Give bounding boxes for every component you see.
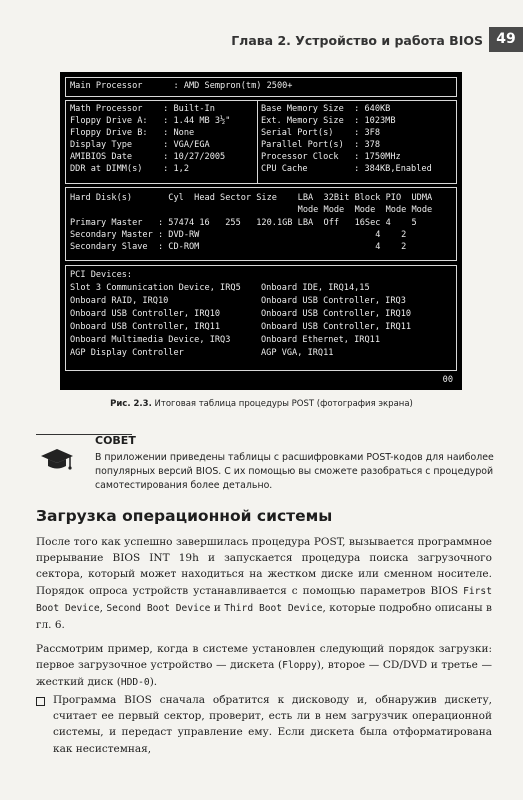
disk-header-1: Hard Disk(s) Cyl Head Sector Size LBA 32Bit Block PIO UDMA xyxy=(70,193,433,203)
caption-label: Рис. 2.3. xyxy=(110,399,152,409)
pci-left-1: Slot 3 Communication Device, IRQ5 xyxy=(70,283,241,293)
left-info-3: Floppy Drive B: : None xyxy=(70,128,195,138)
pci-left-6: AGP Display Controller xyxy=(70,348,184,358)
third-boot-device-code: Third Boot Device xyxy=(224,602,323,614)
paragraph-2 xyxy=(36,641,492,692)
pci-right-1: Onboard IDE, IRQ14,15 xyxy=(261,283,370,293)
paragraph-2-part-2: ), второе — CD/DVD и третье — жесткий диск ( xyxy=(36,659,492,689)
left-info-6: DDR at DIMM(s) : 1,2 xyxy=(70,164,189,174)
bullet-item-1: Программа BIOS сначала обратится к дисководу и, обнаружив дискету, считает ее первый сектор, проверит, есть ли в нем загрузчик операционной системы, и передаст управление ему. Если дискета была отформатирована как несистемная, xyxy=(53,694,492,755)
chapter-header: Глава 2. Устройство и работа BIOS xyxy=(231,33,483,48)
pci-left-4: Onboard USB Controller, IRQ11 xyxy=(70,322,221,332)
pci-title: PCI Devices: xyxy=(70,270,133,280)
figure-caption xyxy=(0,399,523,409)
post-code: 00 xyxy=(442,374,453,385)
pci-right-4: Onboard USB Controller, IRQ11 xyxy=(261,322,412,332)
second-boot-device-code: Second Boot Device xyxy=(106,602,211,614)
pci-left-5: Onboard Multimedia Device, IRQ3 xyxy=(70,335,231,345)
disk-row-secondary-master: Secondary Master : DVD-RW 4 2 xyxy=(70,230,407,240)
bullet-marker xyxy=(36,697,45,706)
left-info-1: Math Processor : Built-In xyxy=(70,104,215,114)
first-boot-device-code: First Boot Device xyxy=(36,585,492,614)
paragraph-1-part-1: После того как успешно завершилась процедура POST, вызывается программное прерывание BIOS INT 19h и запускается процедура поиска загрузочного сектора, который может находиться на жестком диске или сменном носителе. Порядок опроса устройств устанавливается с помощью параметров BIOS xyxy=(36,536,492,597)
paragraph-1 xyxy=(36,534,492,633)
page-number: 49 xyxy=(489,27,523,52)
floppy-code: Floppy xyxy=(282,660,317,672)
tip-title: СОВЕТ xyxy=(95,434,136,447)
pci-right-5: Onboard Ethernet, IRQ11 xyxy=(261,335,380,345)
pci-right-3: Onboard USB Controller, IRQ10 xyxy=(261,309,412,319)
right-info-2: Ext. Memory Size : 1023MB xyxy=(261,116,396,126)
paragraph-1-part-2: , xyxy=(99,601,107,614)
right-info-4: Parallel Port(s) : 378 xyxy=(261,140,380,150)
paragraph-2-part-1: Рассмотрим пример, когда в системе установлен следующий порядок загрузки: первое загрузочное устройство — дискета ( xyxy=(36,643,492,672)
disk-row-primary: Primary Master : 57474 16 255 120.1GB LBA Off 16Sec 4 5 xyxy=(70,218,417,228)
left-info-2: Floppy Drive A: : 1.44 MB 3½" xyxy=(70,116,231,126)
right-info-1: Base Memory Size : 640KB xyxy=(261,104,391,114)
pci-left-3: Onboard USB Controller, IRQ10 xyxy=(70,309,221,319)
tip-text: В приложении приведены таблицы с расшифровками POST-кодов для наиболее популярных версий BIOS. С их помощью вы сможете разобраться с процедурой самотестирования более детально. xyxy=(95,452,494,491)
right-info-5: Processor Clock : 1750MHz xyxy=(261,152,401,162)
paragraph-1-part-3: и xyxy=(210,601,225,614)
caption-text: Итоговая таблица процедуры POST (фотография экрана) xyxy=(151,399,413,409)
pci-right-6: AGP VGA, IRQ11 xyxy=(261,348,334,358)
right-info-6: CPU Cache : 384KB,Enabled xyxy=(261,164,432,174)
main-processor-row: Main Processor : AMD Sempron(tm) 2500+ xyxy=(70,81,293,91)
right-info-3: Serial Port(s) : 3F8 xyxy=(261,128,380,138)
system-info-divider xyxy=(257,100,258,184)
section-title: Загрузка операционной системы xyxy=(36,507,333,525)
disk-header-2: Mode Mode Mode Mode Mode xyxy=(70,205,433,215)
bios-screen-photo xyxy=(60,72,462,390)
left-info-5: AMIBIOS Date : 10/27/2005 xyxy=(70,152,226,162)
left-info-4: Display Type : VGA/EGA xyxy=(70,140,210,150)
pci-right-2: Onboard USB Controller, IRQ3 xyxy=(261,296,406,306)
paragraph-2-part-3: ). xyxy=(149,676,158,689)
disk-row-secondary-slave: Secondary Slave : CD-ROM 4 2 xyxy=(70,242,407,252)
hdd-code: HDD-0 xyxy=(120,677,150,689)
paragraph-1-part-4: , которые подробно описаны в гл. 6. xyxy=(36,601,492,632)
graduation-cap-icon xyxy=(40,447,74,471)
pci-left-2: Onboard RAID, IRQ10 xyxy=(70,296,169,306)
